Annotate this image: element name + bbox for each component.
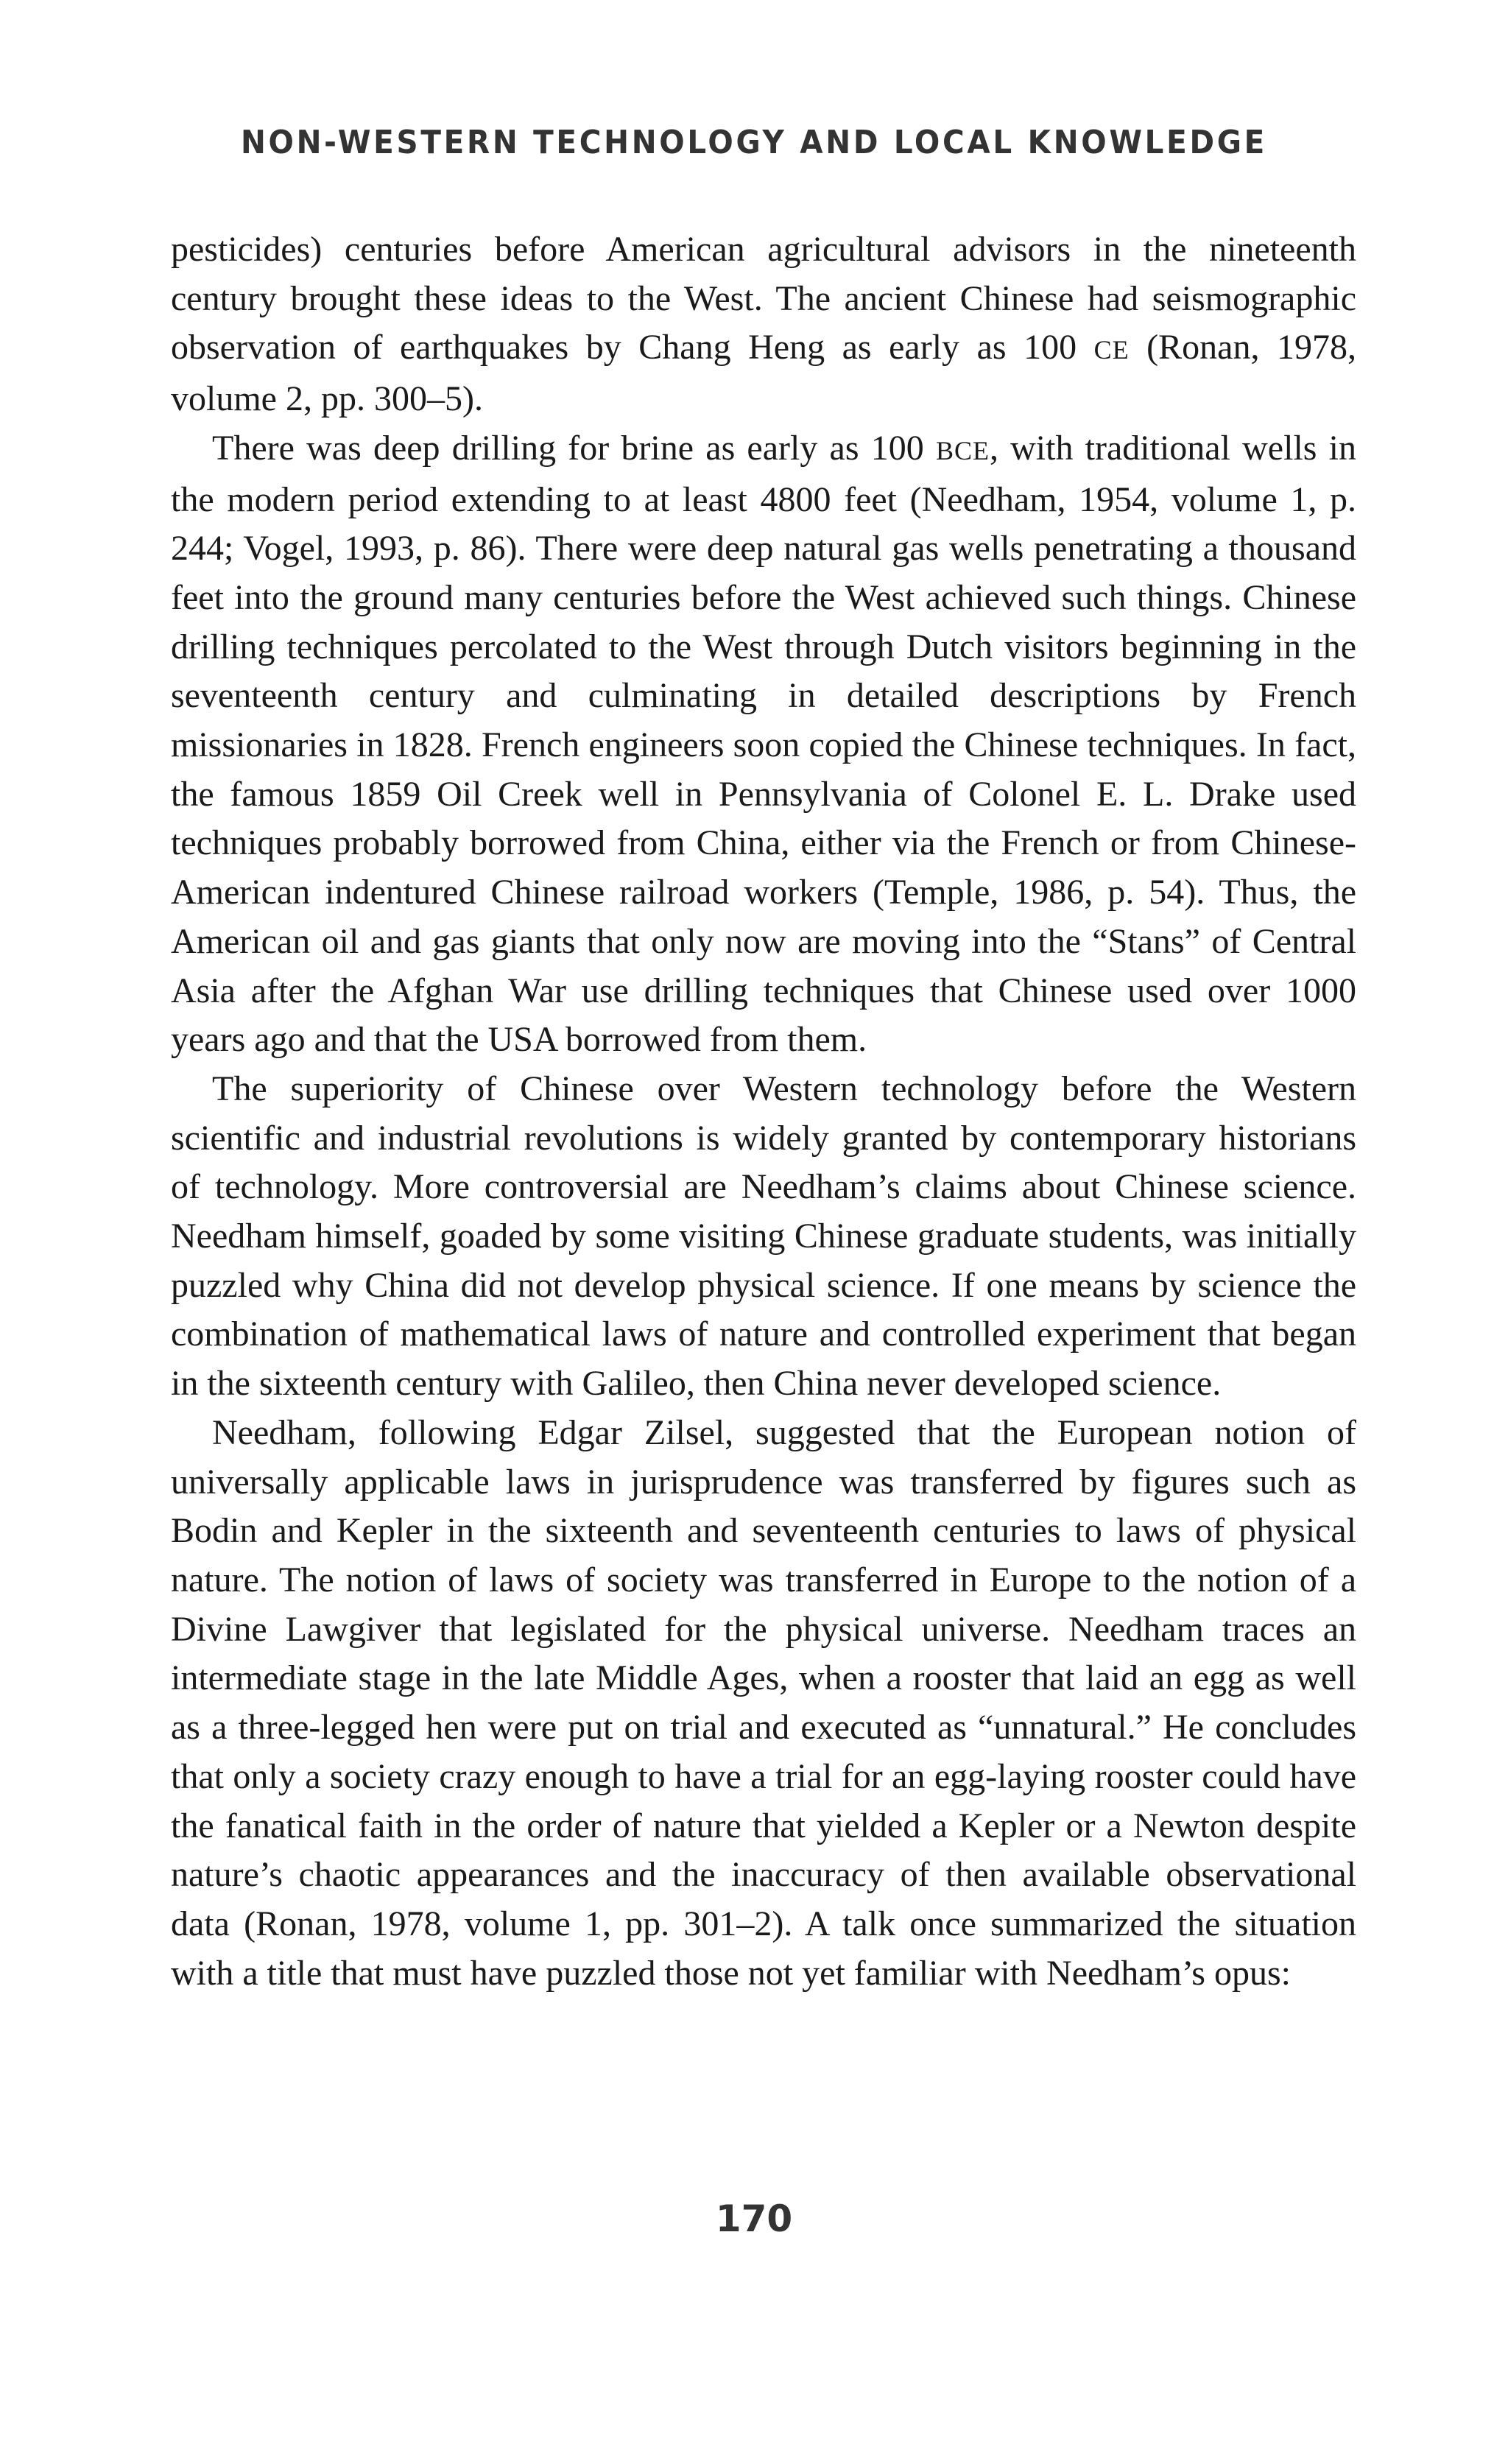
paragraph-3: The superiority of Chinese over Western technology before the Western scientific and industrial revolutions is widely granted by contemporary historians of technology. More controversial are Needham’s claims about Chinese science. Needham himself, goaded by some visiting Chinese graduate students, was initially puzzled why China did not develop physical science. If one means by science the combination of mathematical laws of nature and controlled experiment that began in the sixteenth century with Galileo, then China never developed science. [171, 1069, 1356, 1404]
paragraph-1-text-a: pesticides) centuries before American agricultural advisors in the nineteenth century brought these ideas to the West. The ancient Chinese had seismographic observation of earthquakes by Chang Heng as early as 100 [171, 230, 1356, 367]
paragraph-4: Needham, following Edgar Zilsel, suggested that the European notion of universally applicable laws in jurisprudence was transferred by figures such as Bodin and Kepler in the sixteenth and seventeenth centuries to laws of physical nature. The notion of laws of society was transferred in Europe to the notion of a Divine Lawgiver that legislated for the physical universe. Needham traces an intermediate stage in the late Middle Ages, when a rooster that laid an egg as well as a three-legged hen were put on trial and executed as “unnatural.” He concludes that only a society crazy enough to have a trial for an egg-laying rooster could have the fanatical faith in the order of nature that yielded a Kepler or a Newton despite nature’s chaotic appearances and the inaccuracy of then available observational data (Ronan, 1978, volume 1, pp. 301–2). A talk once summarized the situation with a title that must have puzzled those not yet familiar with Needham’s opus: [171, 1412, 1356, 1993]
paragraph-2-text-a: There was deep drilling for brine as early as 100 [212, 428, 936, 468]
body-text [171, 225, 1356, 1998]
era-abbreviation-ce: CE [1093, 335, 1130, 365]
running-head: NON-WESTERN TECHNOLOGY AND LOCAL KNOWLEDGE [240, 124, 1268, 161]
paragraph-1-text-b: (Ronan, 1978, volume 2, pp. 300–5). [171, 328, 1356, 419]
paragraph-2-text-b: , with traditional wells in the modern period extending to at least 4800 feet (Needham, 1954, volume 1, p. 244; Vogel, 1993, p. 86). There were deep natural gas wells penetrating a thousand feet into the ground many centuries before the West achieved such things. Chinese drilling techniques percolated to the West through Dutch visitors beginning in the seventeenth century and culminating in detailed descriptions by French missionaries in 1828. French engineers soon copied the Chinese techniques. In fact, the famous 1859 Oil Creek well in Pennsylvania of Colonel E. L. Drake used techniques probably borrowed from China, either via the French or from Chinese-American indentured Chinese railroad workers (Temple, 1986, p. 54). Thus, the American oil and gas giants that only now are moving into the “Stans” of Central Asia after the Afghan War use drilling techniques that Chinese used over 1000 years ago and that the USA borrowed from them. [171, 428, 1356, 1060]
paragraph-1 [171, 225, 1356, 424]
page-number: 170 [715, 2197, 793, 2240]
paragraph-2 [171, 424, 1356, 1065]
era-abbreviation-bce: BCE [935, 435, 990, 465]
